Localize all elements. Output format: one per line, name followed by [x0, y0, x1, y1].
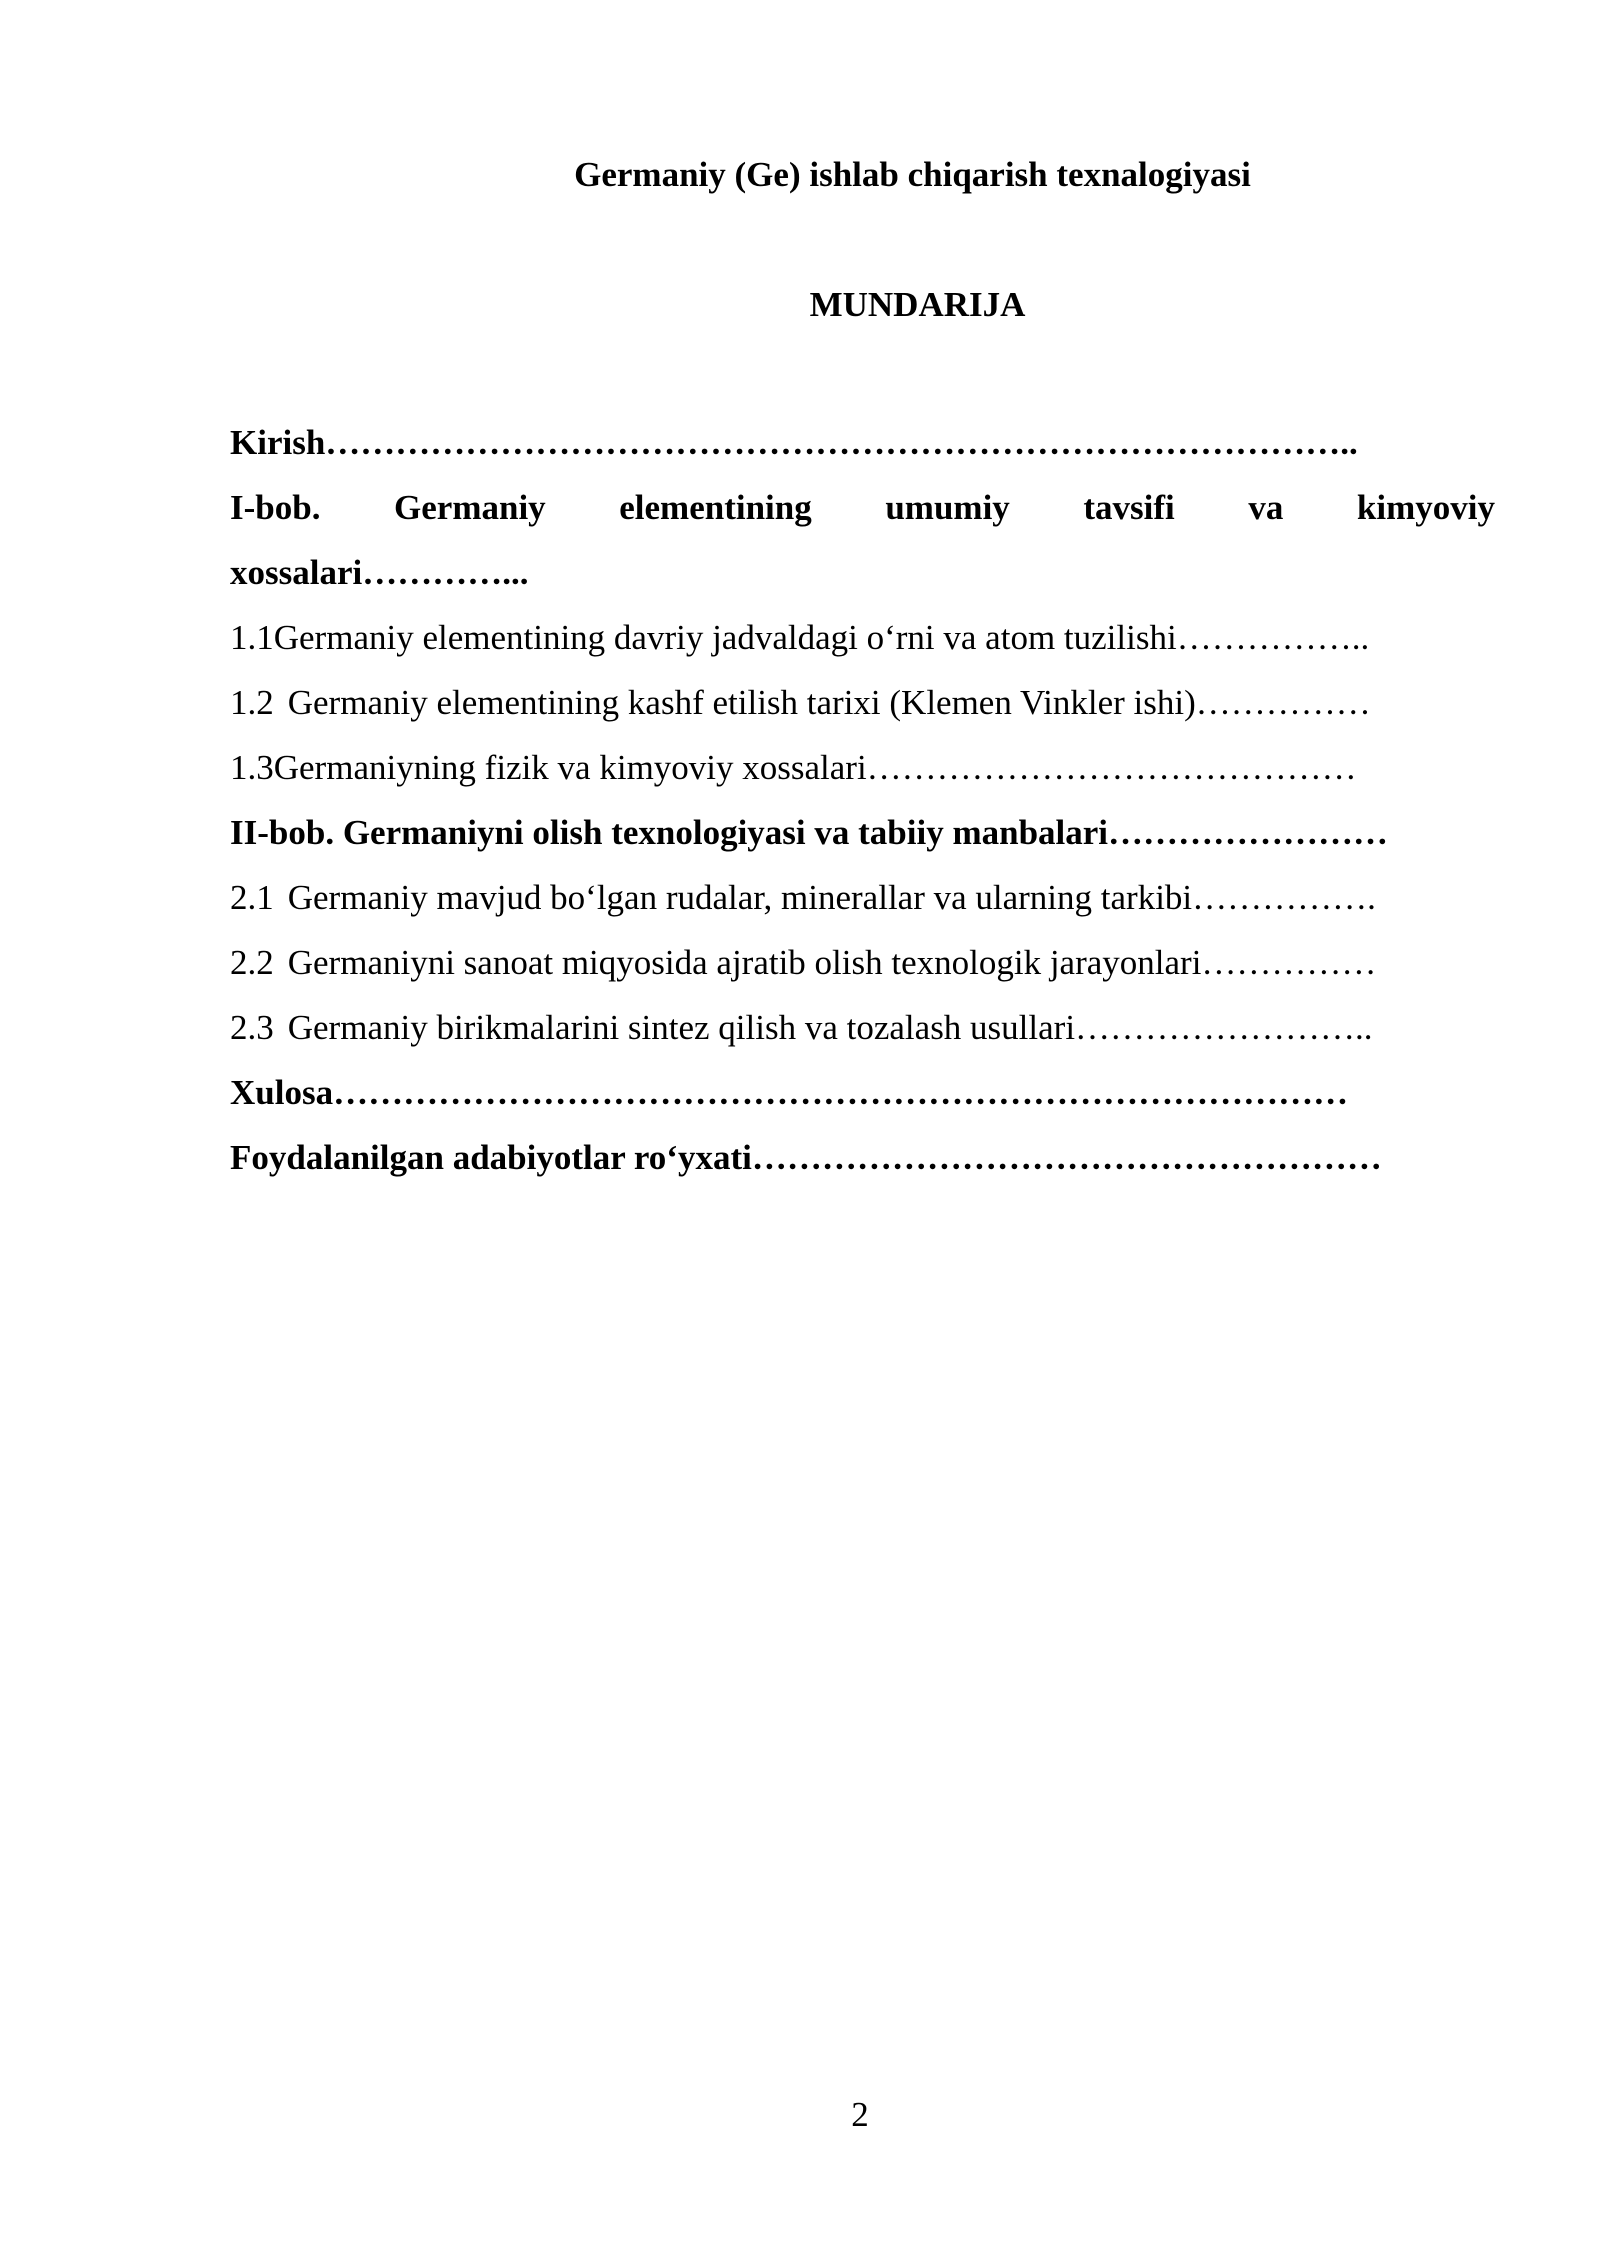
toc-entry-section-1-1 [230, 605, 1495, 670]
section-title: Germaniy birikmalarini sintez qilish va tozalash usullari…………………….. [287, 1008, 1373, 1047]
chapter-1-word: kimyoviy [1356, 488, 1495, 527]
toc-heading: MUNDARIJA [809, 285, 1026, 324]
toc-entry-section-1-2 [230, 670, 1495, 735]
chapter-1-word: umumiy [885, 488, 1010, 527]
section-title: Germaniy elementining davriy jadvaldagi o‘rni va atom tuzilishi…………….. [273, 618, 1370, 657]
toc-entry-chapter-1-continuation: xossalari…………... [230, 553, 529, 592]
toc-entry-adabiyotlar: Foydalanilgan adabiyotlar ro‘yxati……………………………………………… [230, 1138, 1382, 1177]
section-title: Germaniyning fizik va kimyoviy xossalari…………………………………… [273, 748, 1357, 787]
toc-entry-chapter-2: II-bob. Germaniyni olish texnologiyasi va tabiiy manbalari…………………… [230, 813, 1389, 852]
chapter-1-word: va [1248, 488, 1284, 527]
section-number: 1.2 [230, 683, 274, 722]
toc-entry-section-2-3 [230, 995, 1495, 1060]
table-of-contents [230, 410, 1495, 1190]
section-number: 2.3 [230, 1008, 274, 1047]
section-number: 1.3 [230, 748, 274, 787]
page-number: 2 [851, 2095, 869, 2134]
section-number: 1.1 [230, 618, 274, 657]
section-title: Germaniy elementining kashf etilish tarixi (Klemen Vinkler ishi)…………… [287, 683, 1371, 722]
toc-entry-section-1-3 [230, 735, 1495, 800]
toc-entry-chapter-1 [230, 475, 1495, 540]
section-title: Germaniy mavjud bo‘lgan rudalar, minerallar va ularning tarkibi……………. [287, 878, 1376, 917]
chapter-1-word: I-bob. [230, 488, 321, 527]
toc-entry-kirish: Kirish…………………………………………………………………………….. [230, 423, 1358, 462]
document-title: Germaniy (Ge) ishlab chiqarish texnalogiyasi [574, 155, 1251, 194]
toc-entry-xulosa: Xulosa…………………………………………………………………………… [230, 1073, 1349, 1112]
section-number: 2.1 [230, 878, 274, 917]
chapter-1-word: Germaniy [394, 488, 546, 527]
section-title: Germaniyni sanoat miqyosida ajratib olish texnologik jarayonlari…………… [287, 943, 1377, 982]
section-number: 2.2 [230, 943, 274, 982]
chapter-1-word: tavsifi [1083, 488, 1175, 527]
toc-entry-section-2-1 [230, 865, 1495, 930]
chapter-1-word: elementining [619, 488, 812, 527]
toc-entry-section-2-2 [230, 930, 1495, 995]
